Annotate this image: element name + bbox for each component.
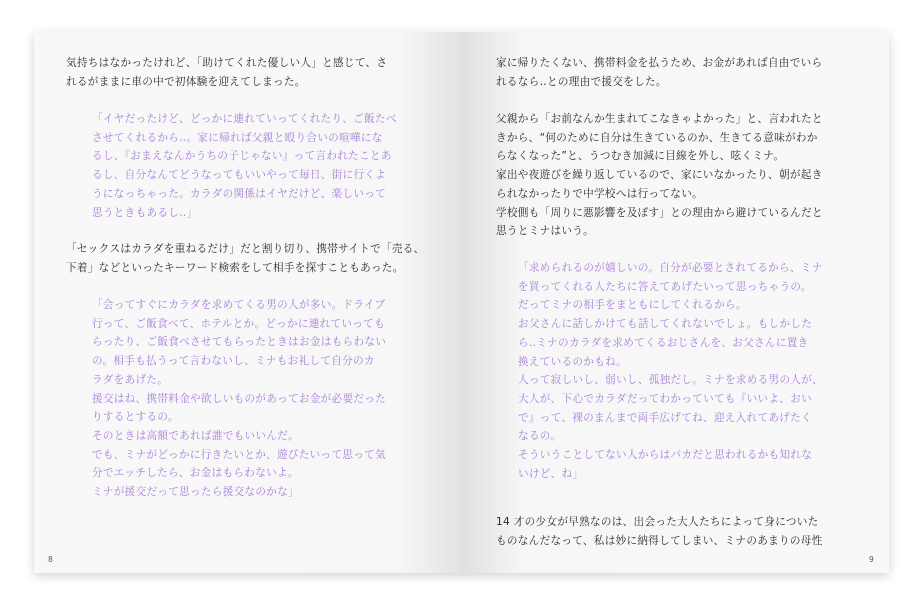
- right-quote-1: 「求められるのが嬉しいの。自分が必要とされてるから、ミナ を買ってくれる人たちに答えてあげたいって思っちゃうの。 だってミナの相手をまともにしてくれるから。 お父さんに話しかけても話してくれないでしょ。もしかした ら‥ミナのカラダを求めてくるおじさんを、お父さんに置き 換えているのかもね。 人って寂しいし、弱いし、孤独だし。ミナを求める男の人が、 大人が、下心でカラダだってわかっていても『いいよ、おい で』って、裸のまんまで両手広げてね、迎え入れてあげたく なるの。 そういうことしてない人からはバカだと思われるかも知れな いけど、ね」: [518, 262, 824, 480]
- page-number-right: 9: [869, 555, 874, 564]
- right-page: [461, 32, 889, 573]
- left-paragraph-2: 「セックスはカラダを重ねるだけ」だと割り切り、携帯サイトで「売る、 下着」などといったキーワード検索をして相手を探すこともあった。: [66, 243, 425, 274]
- page-number-left: 8: [48, 555, 53, 564]
- right-paragraph-1: 家に帰りたくない、携帯料金を払うため、お金があれば自由でいら れるなら‥との理由で援交をした。: [496, 57, 823, 88]
- left-quote-1: 「イヤだったけど、どっかに連れていってくれたり、ご飯たべ させてくれるから‥。家に帰れば父親と殴り合いの喧嘩にな るし、『おまえなんかうちの子じゃない』って言われたことあ るし、自分なんてどうなってもいいやって毎日、街に行くよ うになっちゃった。カラダの関係はイヤだけど、楽しいって 思うときもあるし‥」: [92, 113, 397, 219]
- left-paragraph-1: 気持ちはなかったけれど、「助けてくれた優しい人」と感じて、さ れるがままに車の中で初体験を迎えてしまった。: [66, 57, 388, 88]
- right-paragraph-3: 14 才の少女が早熟なのは、出会った大人たちによって身についた ものなんだなって、私は妙に納得してしまい、ミナのあまりの母性: [496, 516, 823, 547]
- left-page: [34, 32, 461, 573]
- right-paragraph-2: 父親から「お前なんか生まれてこなきゃよかった」と、言われたと きから、“何のために自分は生きているのか、生きてる意味がわか らなくなった”と、うつむき加減に目線を外し、呟くミナ。 家出や夜遊びを繰り返しているので、家にいなかったり、朝が起き られなかったりで中学校へは行ってない。 学校側も「周りに悪影響を及ぼす」との理由から避けているんだと 思うとミナはいう。: [496, 113, 823, 238]
- book-spread: [34, 32, 889, 573]
- left-quote-2: 「会ってすぐにカラダを求めてくる男の人が多い。ドライブ 行って、ご飯食べて、ホテルとか。どっかに連れていっても らったり、ご飯食べさせてもらったときはお金はもらわない の。相手も払うって言わないし、ミナもお礼して自分のカ ラダをあげた。 援交はね、携帯料金や欲しいものがあってお金が必要だった りするとするの。 そのときは高額であれば誰でもいいんだ。 でも、ミナがどっかに行きたいとか、遊びたいって思って気 分でエッチしたら、お金はもらわないよ。 ミナが援交だって思ったら援交なのかな」: [92, 299, 387, 499]
